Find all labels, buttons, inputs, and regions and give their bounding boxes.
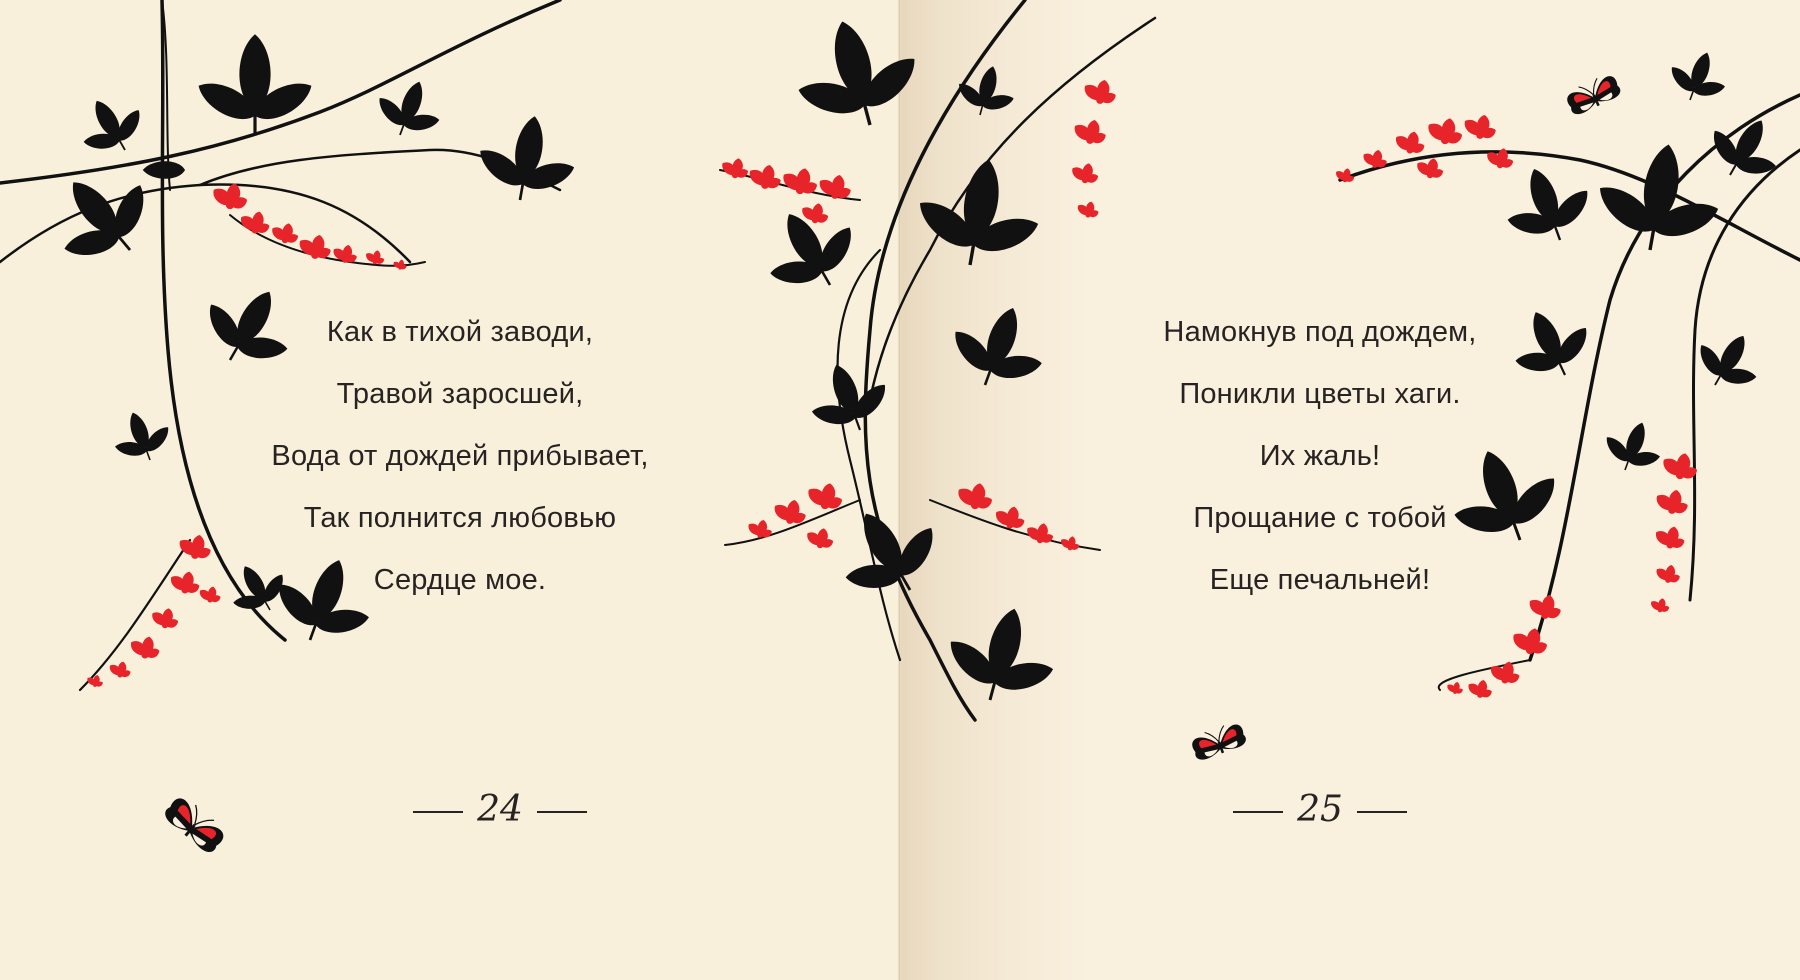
right-poem-line-5: Еще печальней! [1209,564,1431,596]
left-leaves [31,34,587,658]
center-branches [720,0,1155,720]
butterfly-icon [162,793,229,856]
center-blossoms [720,79,1117,551]
left-poem-line-1: Как в тихой заводи, [326,316,594,348]
butterfly-icon [1189,720,1248,762]
left-poem-line-5: Сердце мое. [373,564,547,596]
center-leaves [745,4,1071,715]
butterfly-icon [1564,71,1623,117]
left-page-number-value: 24 [477,789,523,830]
right-poem-line-1: Намокнув под дождем, [1163,316,1477,348]
right-branches [1340,95,1800,690]
left-poem-line-3: Вода от дождей прибывает, [271,440,649,472]
right-blossoms [1334,114,1698,699]
right-poem-line-2: Поникли цветы хаги. [1179,378,1461,410]
left-poem-line-2: Травой заросшей, [336,378,584,410]
left-poem-line-4: Так полнится любовью [303,502,617,534]
right-poem-line-4: Прощание с тобой [1193,502,1447,534]
right-poem-line-3: Их жаль! [1259,440,1381,472]
right-page-number-value: 25 [1297,789,1343,830]
